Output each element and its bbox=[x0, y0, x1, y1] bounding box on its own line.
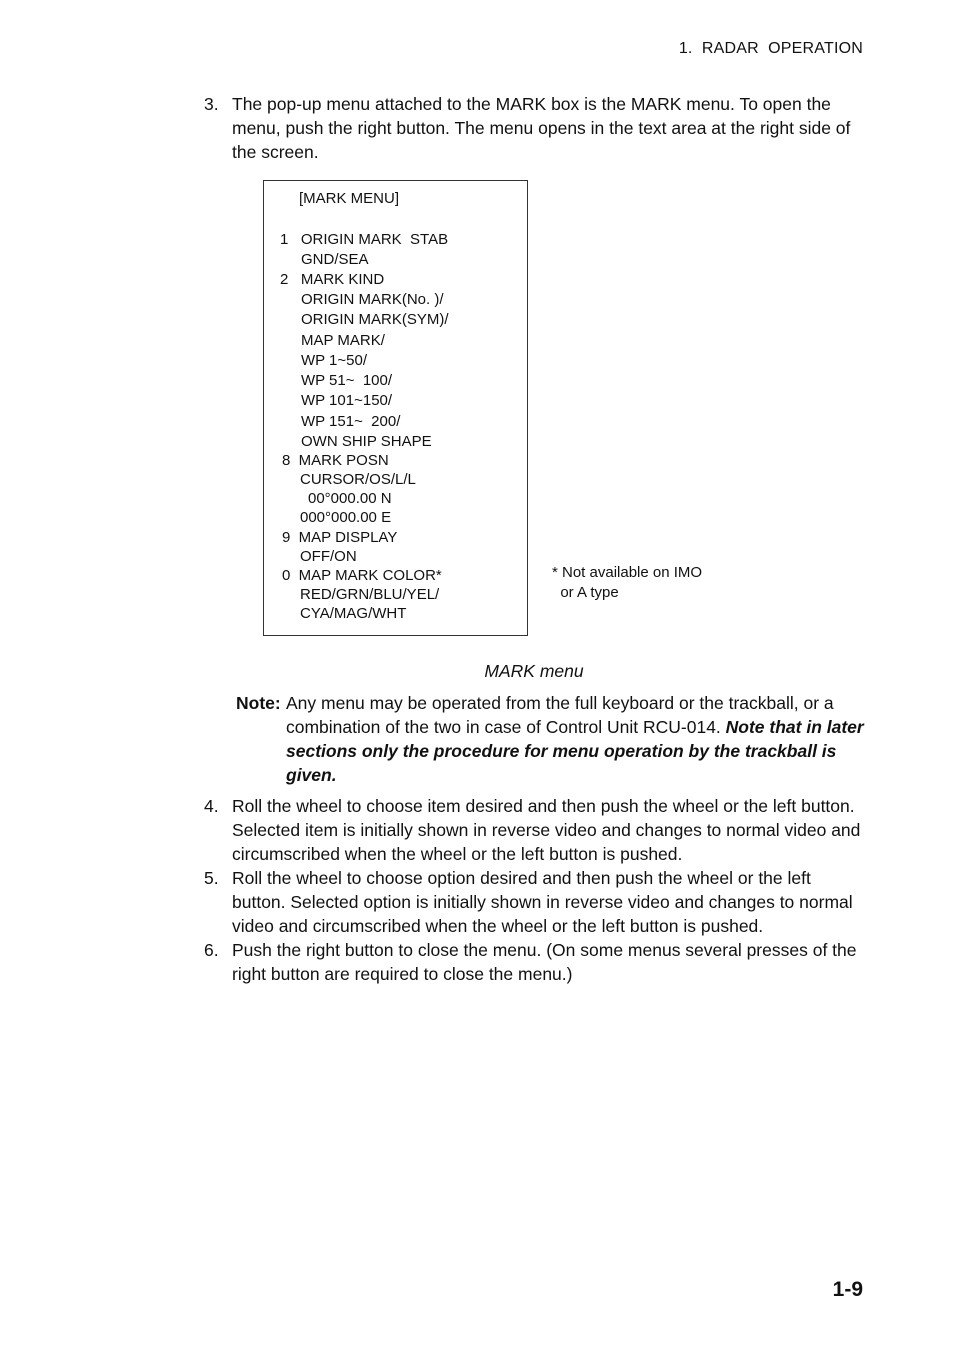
menu-item-mark-kind: 2 MARK KIND bbox=[280, 271, 385, 288]
menu-option: GND/SEA bbox=[301, 251, 369, 268]
menu-option: CYA/MAG/WHT bbox=[300, 605, 407, 622]
step-number: 5. bbox=[204, 868, 219, 888]
footnote-line-1: * Not available on IMO bbox=[552, 564, 703, 581]
footnote-line-2: or A type bbox=[560, 583, 619, 601]
step-number: 4. bbox=[204, 796, 219, 816]
step-3 bbox=[204, 92, 864, 164]
menu-value-longitude: 000°000.00 E bbox=[300, 509, 392, 526]
figure-caption: MARK menu bbox=[484, 661, 584, 681]
menu-option: CURSOR/OS/L/L bbox=[300, 471, 416, 488]
imo-footnote bbox=[552, 563, 702, 602]
step-5 bbox=[204, 866, 864, 938]
step-number: 6. bbox=[204, 940, 219, 960]
step-text: Push the right button to close the menu. (On some menus several presses of the right button are required to close the menu.) bbox=[232, 940, 857, 984]
menu-option: OFF/ON bbox=[300, 548, 357, 565]
note-block bbox=[236, 691, 866, 787]
menu-option: ORIGIN MARK(No. )/ bbox=[301, 291, 444, 308]
step-text: Roll the wheel to choose item desired and then push the wheel or the left button. Selected item is initially shown in reverse video and changes to normal video and circumscribed when the wheel or the left button is pushed. bbox=[232, 796, 861, 864]
menu-option: RED/GRN/BLU/YEL/ bbox=[300, 586, 440, 603]
menu-option: OWN SHIP SHAPE bbox=[301, 433, 432, 450]
note-text: Any menu may be operated from the full keyboard or the trackball, or a combination of the two in case of Control Unit RCU-014. bbox=[286, 693, 834, 737]
step-text: Roll the wheel to choose option desired and then push the wheel or the left button. Selected option is initially shown in reverse video and changes to normal video and circumscribed when the wheel or the left button is pushed. bbox=[232, 868, 853, 936]
menu-value-latitude: 00°000.00 N bbox=[308, 490, 392, 507]
step-text: The pop-up menu attached to the MARK box is the MARK menu. To open the menu, push the right button. The menu opens in the text area at the right side of the screen. bbox=[232, 94, 851, 162]
step-number: 3. bbox=[204, 94, 219, 114]
menu-option: ORIGIN MARK(SYM)/ bbox=[301, 311, 449, 328]
menu-item-origin-mark-stab: 1 ORIGIN MARK STAB bbox=[280, 231, 449, 248]
menu-option: WP 151~ 200/ bbox=[301, 413, 401, 430]
note-emphasis: Note that in later sections only the procedure for menu operation by the trackball is given. bbox=[286, 717, 864, 785]
menu-option: WP 101~150/ bbox=[301, 392, 393, 409]
menu-option: WP 1~50/ bbox=[301, 352, 368, 369]
note-body bbox=[286, 691, 866, 787]
menu-item-map-display: 9 MAP DISPLAY bbox=[282, 529, 398, 546]
step-6 bbox=[204, 938, 864, 986]
menu-item-map-mark-color: 0 MAP MARK COLOR* bbox=[282, 567, 442, 584]
menu-title: [MARK MENU] bbox=[299, 190, 400, 207]
running-header: 1. RADAR OPERATION bbox=[678, 40, 863, 57]
menu-option: MAP MARK/ bbox=[301, 332, 385, 349]
note-label: Note: bbox=[236, 693, 281, 713]
step-4 bbox=[204, 794, 864, 866]
menu-option: WP 51~ 100/ bbox=[301, 372, 393, 389]
page-number: 1-9 bbox=[832, 1278, 863, 1301]
mark-menu-box bbox=[263, 180, 528, 636]
menu-item-mark-posn: 8 MARK POSN bbox=[282, 452, 389, 469]
